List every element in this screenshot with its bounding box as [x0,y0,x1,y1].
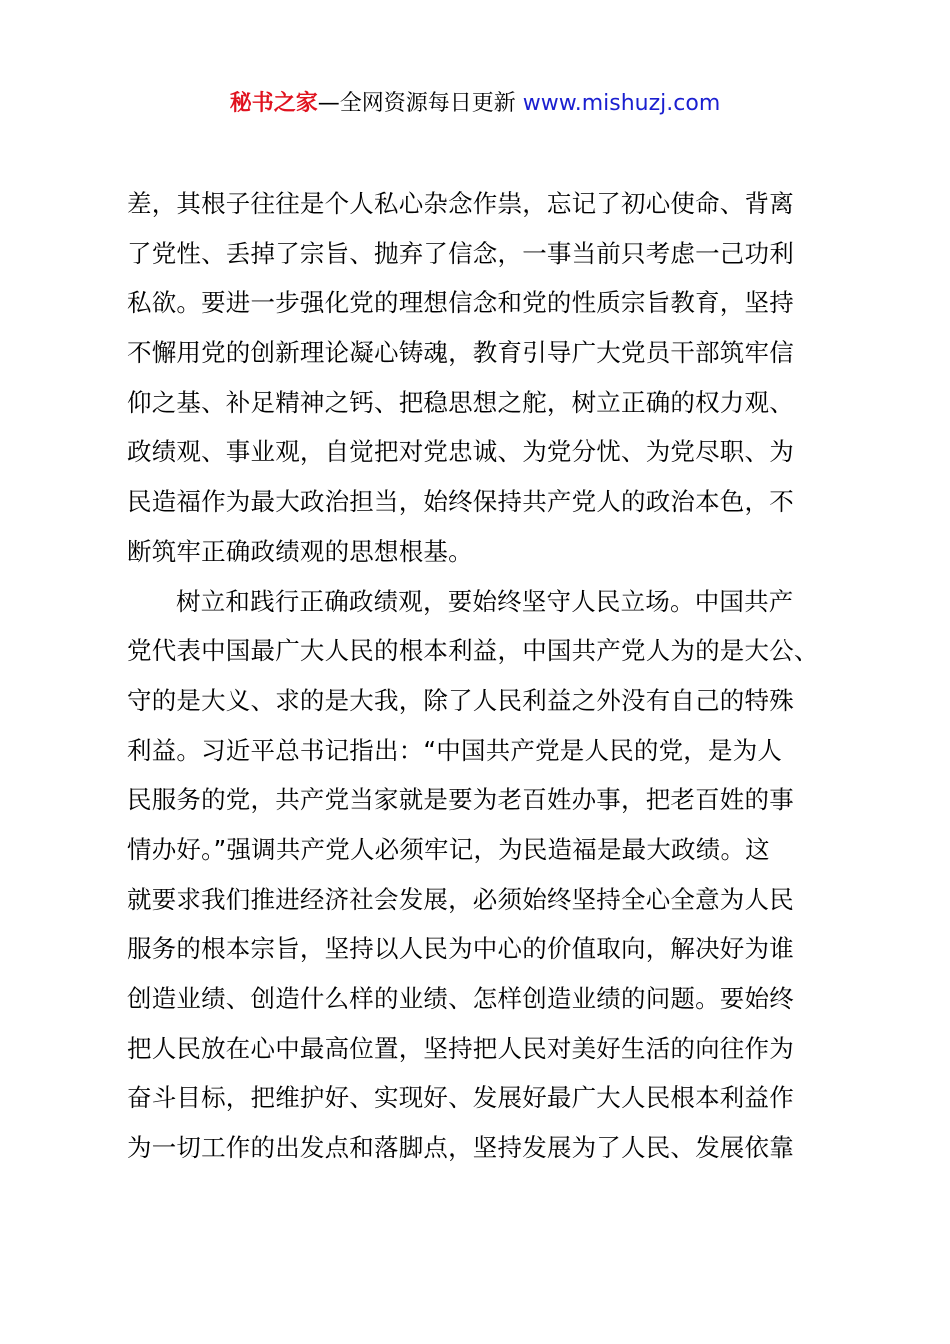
text-line: 差，其根子往往是个人私心杂念作祟，忘记了初心使命、背离 [127,189,794,218]
text-line: 断筑牢正确政绩观的思想根基。 [127,536,473,566]
text-line: 不懈用党的创新理论凝心铸魂，教育引导广大党员干部筑牢信 [127,338,794,368]
text-line: 为一切工作的出发点和落脚点，坚持发展为了人民、发展依靠 [127,1133,794,1163]
text-line: 树立和践行正确政绩观，要始终坚守人民立场。中国共产 [176,586,794,616]
header-tagline: —全网资源每日更新 [317,91,523,116]
text-line: 守的是大义、求的是大我，除了人民利益之外没有自己的特殊 [127,685,794,715]
text-line: 就要求我们推进经济社会发展，必须始终坚持全心全意为人民 [127,884,794,914]
text-line: 民造福作为最大政治担当，始终保持共产党人的政治本色，不 [127,487,794,517]
text-line: 奋斗目标，把维护好、实现好、发展好最广大人民根本利益作 [127,1083,794,1113]
brand-name: 秘书之家 [229,91,318,116]
paragraph-1 [127,179,839,577]
page-header [0,86,950,122]
text-line: 利益。习近平总书记指出：“中国共产党是人民的党，是为人 [127,735,783,765]
text-line: 了党性、丢掉了宗旨、抛弃了信念，一事当前只考虑一己功利 [127,238,794,268]
paragraph-2 [127,577,839,1173]
text-line: 民服务的党，共产党当家就是要为老百姓办事，把老百姓的事 [127,785,794,815]
text-line: 私欲。要进一步强化党的理想信念和党的性质宗旨教育，坚持 [127,288,794,318]
text-line: 把人民放在心中最高位置，坚持把人民对美好生活的向往作为 [127,1033,794,1063]
text-line: 党代表中国最广大人民的根本利益，中国共产党人为的是大公、 [127,636,819,666]
text-line: 创造业绩、创造什么样的业绩、怎样创造业绩的问题。要始终 [127,984,794,1013]
text-line: 政绩观、事业观，自觉把对党忠诚、为党分忧、为党尽职、为 [127,437,794,467]
text-line: 情办好。”强调共产党人必须牢记，为民造福是最大政绩。这 [127,834,770,864]
text-line: 服务的根本宗旨，坚持以人民为中心的价值取向，解决好为谁 [127,934,794,964]
document-body [127,179,839,1173]
text-line: 仰之基、补足精神之钙、把稳思想之舵，树立正确的权力观、 [127,387,794,417]
header-url-link[interactable]: www.mishuzj.com [522,91,721,116]
